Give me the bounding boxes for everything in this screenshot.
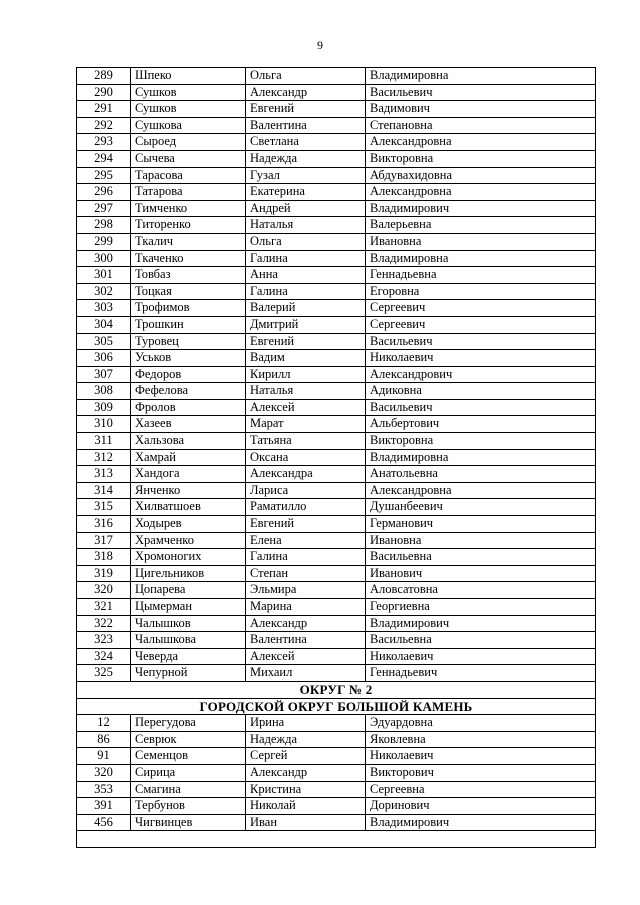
patronymic: Иванович — [366, 565, 596, 582]
first-name: Галина — [246, 283, 366, 300]
first-name: Раматилло — [246, 499, 366, 516]
last-name: Уськов — [131, 350, 246, 367]
row-number: 303 — [77, 300, 131, 317]
first-name: Эльмира — [246, 582, 366, 599]
row-number: 296 — [77, 184, 131, 201]
row-number: 302 — [77, 283, 131, 300]
section-row-city — [77, 698, 596, 715]
first-name: Наталья — [246, 217, 366, 234]
patronymic: Викторовна — [366, 433, 596, 450]
first-name: Надежда — [246, 150, 366, 167]
patronymic: Александровна — [366, 134, 596, 151]
first-name: Лариса — [246, 482, 366, 499]
row-number: 456 — [77, 814, 131, 831]
patronymic: Владимирович — [366, 200, 596, 217]
first-name: Александра — [246, 466, 366, 483]
first-name: Надежда — [246, 731, 366, 748]
first-name: Марат — [246, 416, 366, 433]
row-number: 313 — [77, 466, 131, 483]
patronymic: Яковлевна — [366, 731, 596, 748]
table-row — [77, 764, 596, 781]
city-title: ГОРОДСКОЙ ОКРУГ БОЛЬШОЙ КАМЕНЬ — [77, 698, 596, 715]
table-row — [77, 316, 596, 333]
last-name: Ткалич — [131, 233, 246, 250]
table-row — [77, 482, 596, 499]
table-row — [77, 150, 596, 167]
first-name: Валерий — [246, 300, 366, 317]
last-name: Севрюк — [131, 731, 246, 748]
first-name: Наталья — [246, 383, 366, 400]
patronymic: Аловсатовна — [366, 582, 596, 599]
empty-cell — [77, 831, 596, 848]
first-name: Евгений — [246, 333, 366, 350]
row-number: 353 — [77, 781, 131, 798]
row-number: 319 — [77, 565, 131, 582]
last-name: Сушков — [131, 84, 246, 101]
patronymic: Ивановна — [366, 532, 596, 549]
table-row — [77, 648, 596, 665]
table-row — [77, 516, 596, 533]
row-number: 318 — [77, 549, 131, 566]
empty-row — [77, 831, 596, 848]
first-name: Гузал — [246, 167, 366, 184]
last-name: Чалышков — [131, 615, 246, 632]
first-name: Иван — [246, 814, 366, 831]
row-number: 86 — [77, 731, 131, 748]
patronymic: Николаевич — [366, 748, 596, 765]
patronymic: Геннадьевна — [366, 267, 596, 284]
first-name: Елена — [246, 532, 366, 549]
table-row — [77, 333, 596, 350]
last-name: Трофимов — [131, 300, 246, 317]
table-row — [77, 217, 596, 234]
patronymic: Васильевич — [366, 84, 596, 101]
table-row — [77, 200, 596, 217]
row-number: 314 — [77, 482, 131, 499]
first-name: Татьяна — [246, 433, 366, 450]
table-row — [77, 665, 596, 682]
first-name: Александр — [246, 764, 366, 781]
last-name: Сушков — [131, 101, 246, 118]
row-number: 309 — [77, 399, 131, 416]
row-number: 306 — [77, 350, 131, 367]
table-row — [77, 433, 596, 450]
section-row-district — [77, 681, 596, 698]
table-row — [77, 549, 596, 566]
last-name: Янченко — [131, 482, 246, 499]
patronymic: Ивановна — [366, 233, 596, 250]
table-row — [77, 383, 596, 400]
patronymic: Сергеевна — [366, 781, 596, 798]
last-name: Цигельников — [131, 565, 246, 582]
patronymic: Доринович — [366, 798, 596, 815]
row-number: 391 — [77, 798, 131, 815]
last-name: Шпеко — [131, 68, 246, 85]
patronymic: Эдуардовна — [366, 715, 596, 732]
row-number: 325 — [77, 665, 131, 682]
last-name: Цопарева — [131, 582, 246, 599]
first-name: Анна — [246, 267, 366, 284]
table-row — [77, 167, 596, 184]
row-number: 12 — [77, 715, 131, 732]
patronymic: Сергеевич — [366, 300, 596, 317]
row-number: 324 — [77, 648, 131, 665]
patronymic: Георгиевна — [366, 599, 596, 616]
last-name: Смагина — [131, 781, 246, 798]
row-number: 290 — [77, 84, 131, 101]
patronymic: Александровна — [366, 184, 596, 201]
patronymic: Степановна — [366, 117, 596, 134]
last-name: Хандога — [131, 466, 246, 483]
row-number: 317 — [77, 532, 131, 549]
last-name: Сирица — [131, 764, 246, 781]
row-number: 315 — [77, 499, 131, 516]
row-number: 292 — [77, 117, 131, 134]
row-number: 91 — [77, 748, 131, 765]
row-number: 316 — [77, 516, 131, 533]
table-row — [77, 366, 596, 383]
row-number: 320 — [77, 764, 131, 781]
first-name: Ольга — [246, 233, 366, 250]
patronymic: Васильевна — [366, 549, 596, 566]
patronymic: Александровна — [366, 482, 596, 499]
patronymic: Геннадьевич — [366, 665, 596, 682]
row-number: 308 — [77, 383, 131, 400]
section-header — [77, 681, 596, 714]
table-row — [77, 632, 596, 649]
row-number: 291 — [77, 101, 131, 118]
page-number: 9 — [317, 38, 323, 52]
last-name: Тимченко — [131, 200, 246, 217]
patronymic: Душанбеевич — [366, 499, 596, 516]
first-name: Валентина — [246, 117, 366, 134]
row-number: 298 — [77, 217, 131, 234]
patronymic: Владимирович — [366, 615, 596, 632]
last-name: Чалышкова — [131, 632, 246, 649]
table-row — [77, 449, 596, 466]
table-row — [77, 798, 596, 815]
table-row — [77, 134, 596, 151]
first-name: Светлана — [246, 134, 366, 151]
last-name: Сушкова — [131, 117, 246, 134]
row-number: 321 — [77, 599, 131, 616]
first-name: Оксана — [246, 449, 366, 466]
table-row — [77, 582, 596, 599]
last-name: Ходырев — [131, 516, 246, 533]
first-name: Евгений — [246, 101, 366, 118]
last-name: Хамрай — [131, 449, 246, 466]
roster-body-after — [77, 715, 596, 831]
first-name: Александр — [246, 615, 366, 632]
patronymic: Абдувахидовна — [366, 167, 596, 184]
last-name: Фролов — [131, 399, 246, 416]
patronymic: Владимирович — [366, 814, 596, 831]
first-name: Кристина — [246, 781, 366, 798]
patronymic: Владимировна — [366, 68, 596, 85]
district-title: ОКРУГ № 2 — [77, 681, 596, 698]
last-name: Титоренко — [131, 217, 246, 234]
first-name: Сергей — [246, 748, 366, 765]
patronymic: Германович — [366, 516, 596, 533]
table-row — [77, 715, 596, 732]
last-name: Федоров — [131, 366, 246, 383]
last-name: Чигвинцев — [131, 814, 246, 831]
patronymic: Васильевна — [366, 632, 596, 649]
table-row — [77, 615, 596, 632]
last-name: Тоцкая — [131, 283, 246, 300]
patronymic: Васильевич — [366, 333, 596, 350]
first-name: Алексей — [246, 399, 366, 416]
last-name: Хилватшоев — [131, 499, 246, 516]
table-row — [77, 532, 596, 549]
last-name: Сычева — [131, 150, 246, 167]
last-name: Ткаченко — [131, 250, 246, 267]
table-row — [77, 416, 596, 433]
table-row — [77, 781, 596, 798]
table-row — [77, 350, 596, 367]
patronymic: Владимировна — [366, 250, 596, 267]
table-row — [77, 466, 596, 483]
patronymic: Сергеевич — [366, 316, 596, 333]
patronymic: Николаевич — [366, 648, 596, 665]
row-number: 300 — [77, 250, 131, 267]
table-row — [77, 814, 596, 831]
row-number: 301 — [77, 267, 131, 284]
patronymic: Викторович — [366, 764, 596, 781]
first-name: Галина — [246, 250, 366, 267]
table-row — [77, 748, 596, 765]
row-number: 307 — [77, 366, 131, 383]
roster-table — [76, 67, 596, 848]
row-number: 322 — [77, 615, 131, 632]
table-row — [77, 565, 596, 582]
last-name: Хазеев — [131, 416, 246, 433]
row-number: 310 — [77, 416, 131, 433]
last-name: Хальзова — [131, 433, 246, 450]
row-number: 293 — [77, 134, 131, 151]
table-row — [77, 250, 596, 267]
table-row — [77, 101, 596, 118]
first-name: Александр — [246, 84, 366, 101]
table-row — [77, 84, 596, 101]
patronymic: Александрович — [366, 366, 596, 383]
first-name: Галина — [246, 549, 366, 566]
table-row — [77, 233, 596, 250]
first-name: Евгений — [246, 516, 366, 533]
last-name: Чеверда — [131, 648, 246, 665]
row-number: 311 — [77, 433, 131, 450]
table-row — [77, 283, 596, 300]
first-name: Дмитрий — [246, 316, 366, 333]
patronymic: Адиковна — [366, 383, 596, 400]
last-name: Туровец — [131, 333, 246, 350]
last-name: Татарова — [131, 184, 246, 201]
patronymic: Васильевич — [366, 399, 596, 416]
first-name: Михаил — [246, 665, 366, 682]
last-name: Храмченко — [131, 532, 246, 549]
patronymic: Альбертович — [366, 416, 596, 433]
table-row — [77, 184, 596, 201]
first-name: Ирина — [246, 715, 366, 732]
row-number: 323 — [77, 632, 131, 649]
last-name: Тербунов — [131, 798, 246, 815]
row-number: 289 — [77, 68, 131, 85]
first-name: Марина — [246, 599, 366, 616]
patronymic: Владимировна — [366, 449, 596, 466]
patronymic: Егоровна — [366, 283, 596, 300]
table-row — [77, 267, 596, 284]
patronymic: Викторовна — [366, 150, 596, 167]
first-name: Екатерина — [246, 184, 366, 201]
first-name: Валентина — [246, 632, 366, 649]
last-name: Товбаз — [131, 267, 246, 284]
last-name: Сыроед — [131, 134, 246, 151]
roster-body-before — [77, 68, 596, 682]
table-row — [77, 599, 596, 616]
last-name: Чепурной — [131, 665, 246, 682]
table-row — [77, 399, 596, 416]
patronymic: Николаевич — [366, 350, 596, 367]
table-row — [77, 68, 596, 85]
first-name: Кирилл — [246, 366, 366, 383]
row-number: 299 — [77, 233, 131, 250]
row-number: 320 — [77, 582, 131, 599]
table-row — [77, 731, 596, 748]
last-name: Перегудова — [131, 715, 246, 732]
table-row — [77, 499, 596, 516]
first-name: Ольга — [246, 68, 366, 85]
last-name: Цымерман — [131, 599, 246, 616]
patronymic: Валерьевна — [366, 217, 596, 234]
last-name: Тарасова — [131, 167, 246, 184]
last-name: Семенцов — [131, 748, 246, 765]
first-name: Андрей — [246, 200, 366, 217]
patronymic: Анатольевна — [366, 466, 596, 483]
row-number: 297 — [77, 200, 131, 217]
table-row — [77, 300, 596, 317]
last-name: Хромоногих — [131, 549, 246, 566]
row-number: 295 — [77, 167, 131, 184]
first-name: Степан — [246, 565, 366, 582]
row-number: 305 — [77, 333, 131, 350]
row-number: 304 — [77, 316, 131, 333]
last-name: Трошкин — [131, 316, 246, 333]
first-name: Николай — [246, 798, 366, 815]
patronymic: Вадимович — [366, 101, 596, 118]
row-number: 294 — [77, 150, 131, 167]
first-name: Алексей — [246, 648, 366, 665]
first-name: Вадим — [246, 350, 366, 367]
table-row — [77, 117, 596, 134]
last-name: Фефелова — [131, 383, 246, 400]
row-number: 312 — [77, 449, 131, 466]
